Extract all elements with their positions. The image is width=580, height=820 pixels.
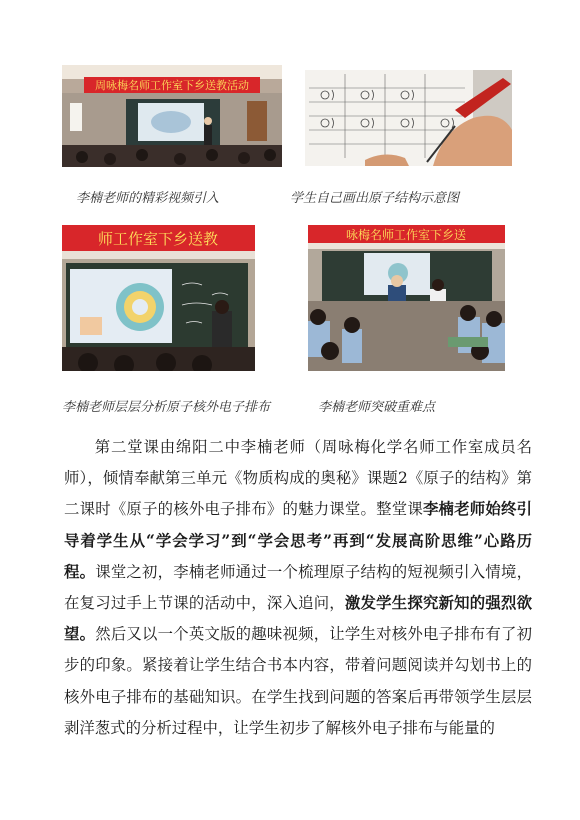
paragraph-bold-1: 李楠老师始终引导着学生从“学会学习”到“学会思考”再到“发展高阶思维”心路历程。 (64, 500, 532, 581)
photo-electron-analysis (62, 225, 255, 371)
banner-text: 咏梅名师工作室下乡送 (345, 228, 467, 242)
caption-video-intro: 李楠老师的精彩视频引入 (76, 191, 220, 206)
photo-video-intro (62, 65, 282, 167)
body-paragraph (64, 432, 532, 744)
banner-text: 师工作室下乡送教 (97, 230, 219, 248)
caption-key-difficulties: 李楠老师突破重难点 (318, 400, 436, 415)
banner-text: 周咏梅名师工作室下乡送教活动 (95, 79, 249, 92)
paragraph-bold-2: 激发学生探究新知的强烈欲望。 (64, 594, 532, 644)
paragraph-text-3: 然后又以一个英文版的趣味视频，让学生对核外电子排布有了初步的印象。紧接着让学生结合书本内容，带着问题阅读并勾划书上的核外电子排布的基础知识。在学生找到问题的答案后再带领学生层层剥洋葱式的分析过程中，让学生初步了解核外电子排布与能量的 (64, 625, 532, 737)
photo-student-drawing (305, 70, 512, 166)
paragraph-text-2: 课堂之初，李楠老师通过一个梳理原子结构的短视频引入情境，在复习过手上节课的活动中，深入追问， (64, 562, 532, 613)
caption-student-drawing: 学生自己画出原子结构示意图 (290, 191, 460, 206)
paragraph-text-1: 第二堂课由绵阳二中李楠老师（周咏梅化学名师工作室成员名师），倾情奉献第三单元《物质构成的奥秘》课题2《原子的结构》第二课时《原子的核外电子排布》的魅力课堂。整堂课 (64, 438, 532, 519)
caption-electron-analysis: 李楠老师层层分析原子核外电子排布 (62, 400, 271, 415)
photo-key-difficulties (308, 225, 505, 371)
